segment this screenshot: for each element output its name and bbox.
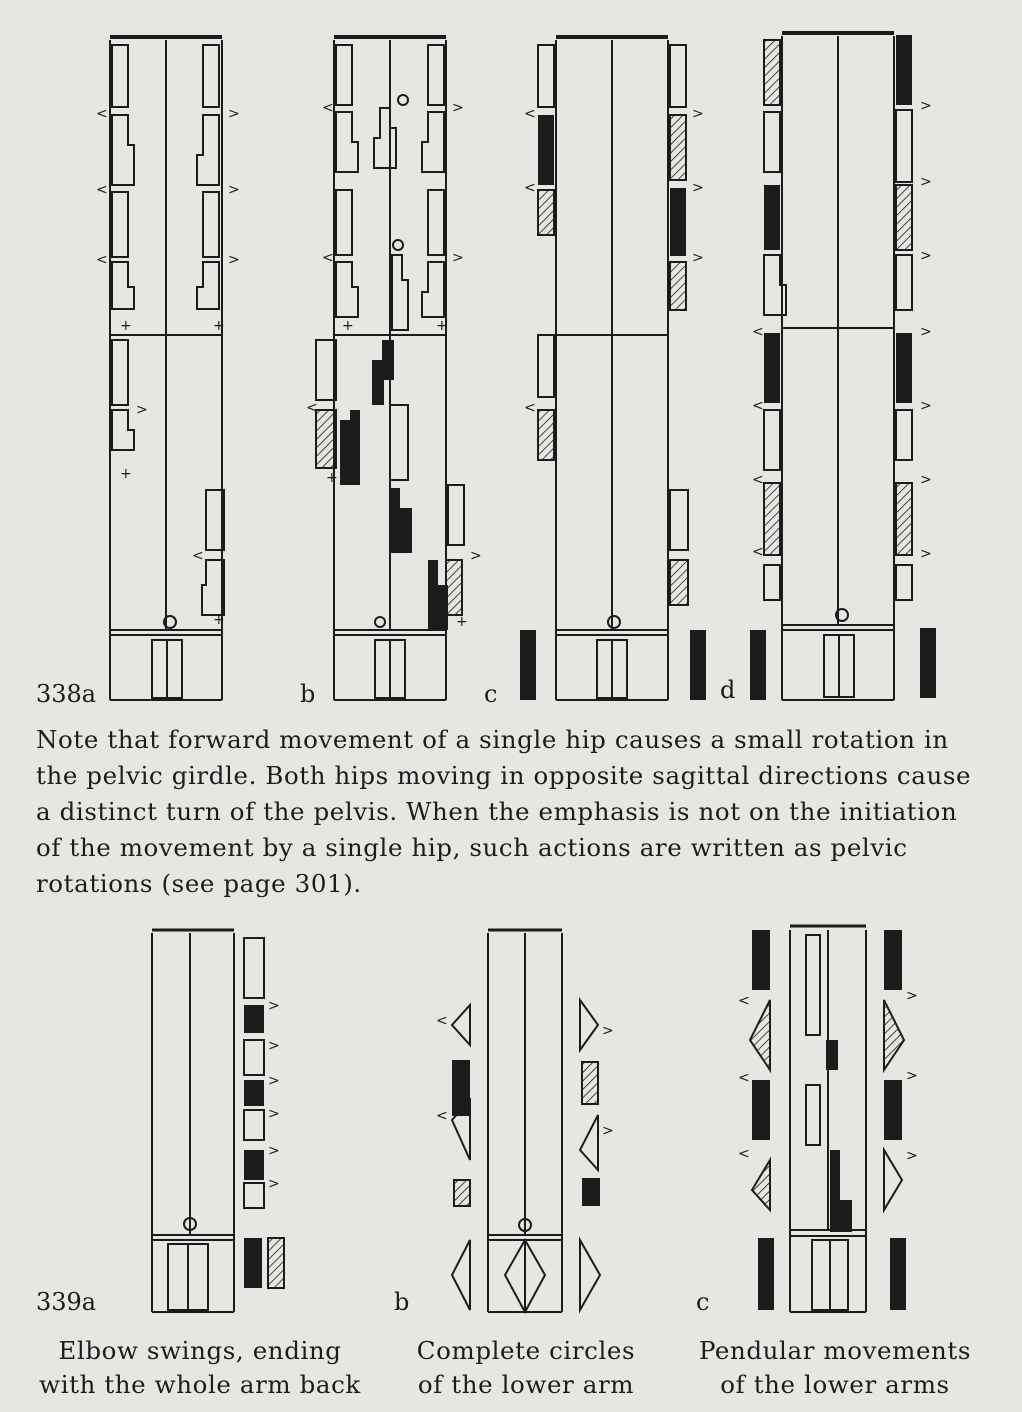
direction-glyph: <: [96, 252, 108, 268]
direction-glyph: >: [602, 1023, 614, 1039]
direction-glyph: >: [268, 1176, 280, 1192]
figure-label-338d: d: [720, 676, 736, 704]
staff-338d: [750, 33, 936, 700]
staff-339c: [750, 926, 906, 1312]
direction-glyph: >: [268, 1143, 280, 1159]
hold-glyph: +: [436, 318, 448, 334]
caption-339c: [680, 1334, 990, 1402]
staff-338a: [110, 37, 224, 700]
direction-glyph: >: [906, 1068, 918, 1084]
direction-glyph: >: [920, 174, 932, 190]
direction-glyph: >: [228, 106, 240, 122]
hold-glyph: +: [456, 614, 468, 630]
direction-glyph: <: [322, 100, 334, 116]
direction-glyph: <: [752, 472, 764, 488]
direction-glyph: <: [752, 398, 764, 414]
direction-glyph: >: [268, 1073, 280, 1089]
figure-label-339a: 339a: [36, 1288, 97, 1316]
caption-338: Note that forward movement of a single hip causes a small rotation in the pelvic girdle. Both hips moving in opposite sagittal directions cause a distinct turn of the pelvis. When the emphasis is not on the initiation of the movement by a single hip, such actions are written as pelvic rotations (see page 301).: [36, 725, 972, 898]
direction-glyph: >: [920, 324, 932, 340]
hold-glyph: +: [213, 612, 225, 628]
direction-glyph: >: [136, 402, 148, 418]
hold-glyph: +: [342, 318, 354, 334]
staff-339b: [452, 930, 600, 1312]
caption-339b-line2: of the lower arm: [417, 1370, 635, 1399]
direction-glyph: >: [920, 398, 932, 414]
direction-glyph: >: [268, 1106, 280, 1122]
figure-label-338b: b: [300, 680, 316, 708]
hold-glyph: +: [120, 318, 132, 334]
direction-glyph: >: [920, 546, 932, 562]
hold-glyph: +: [120, 466, 132, 482]
figure-label-339c: c: [696, 1288, 710, 1316]
direction-glyph: >: [920, 472, 932, 488]
direction-glyph: >: [692, 106, 704, 122]
direction-glyph: <: [436, 1013, 448, 1029]
caption-339a-line1: Elbow swings, ending: [58, 1336, 342, 1365]
direction-glyph: <: [752, 544, 764, 560]
figure-label-338a: 338a: [36, 680, 97, 708]
direction-glyph: >: [452, 250, 464, 266]
figure-label-339b: b: [394, 1288, 410, 1316]
caption-339c-line2: of the lower arms: [720, 1370, 950, 1399]
direction-glyph: >: [602, 1123, 614, 1139]
caption-339a: [20, 1334, 380, 1402]
direction-glyph: >: [906, 1148, 918, 1164]
direction-glyph: <: [738, 1146, 750, 1162]
direction-glyph: >: [228, 182, 240, 198]
direction-glyph: <: [96, 182, 108, 198]
caption-339a-line2: with the whole arm back: [39, 1370, 361, 1399]
figure-label-338c: c: [484, 680, 498, 708]
direction-glyph: >: [268, 998, 280, 1014]
direction-glyph: >: [906, 988, 918, 1004]
direction-glyph: <: [436, 1108, 448, 1124]
staff-338c: [520, 37, 706, 700]
solid-blocks: [340, 340, 448, 630]
direction-glyph: <: [524, 106, 536, 122]
column-symbols: [244, 938, 284, 1288]
direction-glyph: <: [306, 400, 318, 416]
direction-glyph: <: [322, 250, 334, 266]
caption-339b: [396, 1334, 656, 1402]
direction-glyph: >: [470, 548, 482, 564]
direction-glyph: >: [692, 180, 704, 196]
direction-glyph: <: [524, 400, 536, 416]
direction-glyph: <: [738, 993, 750, 1009]
direction-glyph: <: [738, 1070, 750, 1086]
direction-glyph: >: [268, 1038, 280, 1054]
hold-glyph: +: [326, 470, 338, 486]
column-symbols: [112, 45, 224, 615]
solid-blocks: [244, 1005, 264, 1288]
direction-glyph: <: [192, 548, 204, 564]
caption-339c-line1: Pendular movements: [698, 1336, 972, 1365]
direction-glyph: >: [920, 248, 932, 264]
direction-glyph: >: [228, 252, 240, 268]
direction-glyph: >: [920, 98, 932, 114]
direction-glyph: >: [692, 250, 704, 266]
direction-glyph: <: [524, 180, 536, 196]
staff-338b: [316, 37, 464, 700]
direction-glyph: >: [452, 100, 464, 116]
direction-glyph: <: [752, 324, 764, 340]
hold-glyph: +: [213, 318, 225, 334]
staff-339a: [152, 930, 284, 1312]
direction-glyph: <: [96, 106, 108, 122]
caption-339b-line1: Complete circles: [416, 1336, 636, 1365]
